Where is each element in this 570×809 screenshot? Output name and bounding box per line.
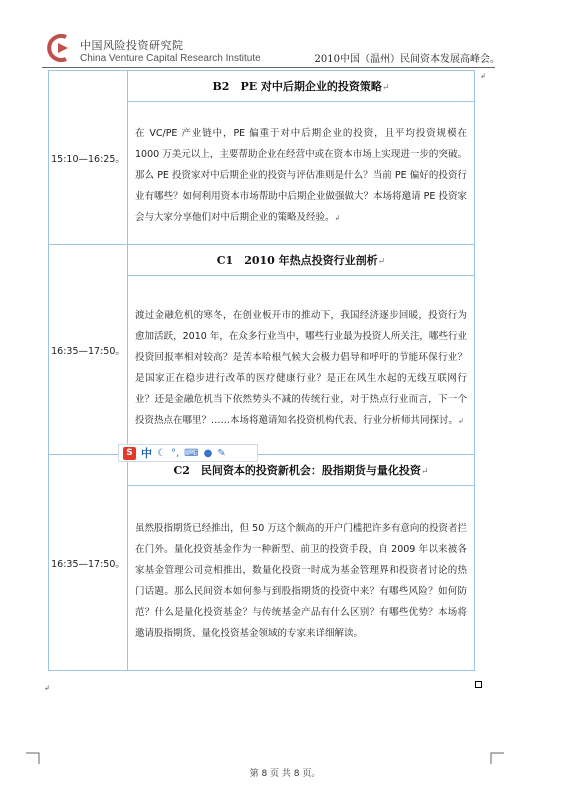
ime-toolbar[interactable] <box>118 444 258 462</box>
org-name-en: China Venture Capital Research Institute <box>80 53 261 64</box>
paragraph-mark: ↵ <box>377 257 386 267</box>
session-title <box>128 71 475 102</box>
moon-icon[interactable]: ☾ <box>157 447 166 459</box>
org-name-cn: 中国风险投资研究院 <box>80 39 184 52</box>
session-title <box>128 245 475 276</box>
corner-mark <box>490 752 504 764</box>
header-rule <box>42 67 495 68</box>
cell-mark: ↲ <box>480 72 486 80</box>
paragraph-mark: ↲ <box>458 416 464 425</box>
paragraph-mark: ↲ <box>44 684 50 692</box>
table-resize-handle[interactable] <box>475 681 482 688</box>
page-number: 第 8 页 共 8 页。 <box>249 769 321 779</box>
punctuation-icon[interactable]: °, <box>170 447 180 459</box>
session-body-text: 渡过金融危机的寒冬，在创业板开市的推动下，我国经济逐步回暖，投资行为愈加活跃，2010 年，在众多行业当中，哪些行业最为投资人所关注，哪些行业投资回报率相对较高？是苦本哈根气候大会极力倡导和呼吁的节能环保行业？是国家正在稳步进行改革的医疗健康行业？是正在风生水起的无线互联网行业？还是金融危机当下依然势头不减的传统行业，对于热点行业而言，下一个投资热点在哪里？……本场将邀请知名投资机构代表、行业分析师共同探讨。 <box>135 309 467 426</box>
session-time: 16:35—17:50。 <box>49 245 128 455</box>
session-title-text: C2 民间资本的投资新机会：股指期货与量化投资 <box>173 464 421 477</box>
session-time: 15:10—16:25。 <box>49 71 128 245</box>
session-body-text: 虽然股指期货已经推出，但 50 万这个颇高的开户门槛把许多有意向的投资者拦在门外。量化投资基金作为一种新型、前卫的投资手段，自 2009 年以来被各家基金管理公司竞相推出，数量化投资一时成为基金管理界和投资者讨论的热门话题。那么民间资本如何参与到股指期货的投资中来？有哪些风险？如何防范？什么是量化投资基金？与传统基金产品有什么区别？有哪些优势？本场将邀请股指期货、量化投资基金领域的专家来详细解读。 <box>135 523 467 639</box>
paragraph-mark: ↲ <box>334 214 341 222</box>
session-time: 16:35—17:50。 <box>49 455 128 671</box>
event-title: 2010中国（温州）民间资本发展高峰会。 <box>314 54 500 65</box>
paragraph-mark: ↵ <box>381 83 390 93</box>
user-icon[interactable]: ● <box>203 447 213 459</box>
session-body <box>128 102 475 245</box>
schedule-table <box>48 70 475 671</box>
session-title-text: C1 2010 年热点投资行业剖析 <box>216 254 378 267</box>
table-row <box>49 245 475 276</box>
corner-mark <box>26 752 40 764</box>
session-body <box>128 276 475 455</box>
table-row <box>49 455 475 486</box>
institute-logo-icon <box>44 34 76 62</box>
ime-mode-toggle[interactable]: 中 <box>141 447 152 460</box>
table-row <box>49 71 475 102</box>
paragraph-mark: ↵ <box>420 467 429 477</box>
session-body-text: 在 VC/PE 产业链中，PE 偏重于对中后期企业的投资，且平均投资规模在 1000 万美元以上，主要帮助企业在经营中或在资本市场上实现进一步的突破。那么 PE 投资家对中后期企业的投资与评估准则是什么？当前 PE 偏好的投资行业有哪些？如何利用资本市场帮助中后期企业做强做大？本场将邀请 PE 投资家会与大家分享他们对中后期企业的策略及经验。 <box>135 128 467 223</box>
keyboard-icon[interactable]: ⌨ <box>184 447 199 459</box>
session-title-text: B2 PE 对中后期企业的投资策略 <box>212 80 382 93</box>
sogou-logo-icon[interactable]: S <box>123 447 136 460</box>
session-body <box>128 486 475 671</box>
wrench-icon[interactable]: ✎ <box>217 447 226 459</box>
